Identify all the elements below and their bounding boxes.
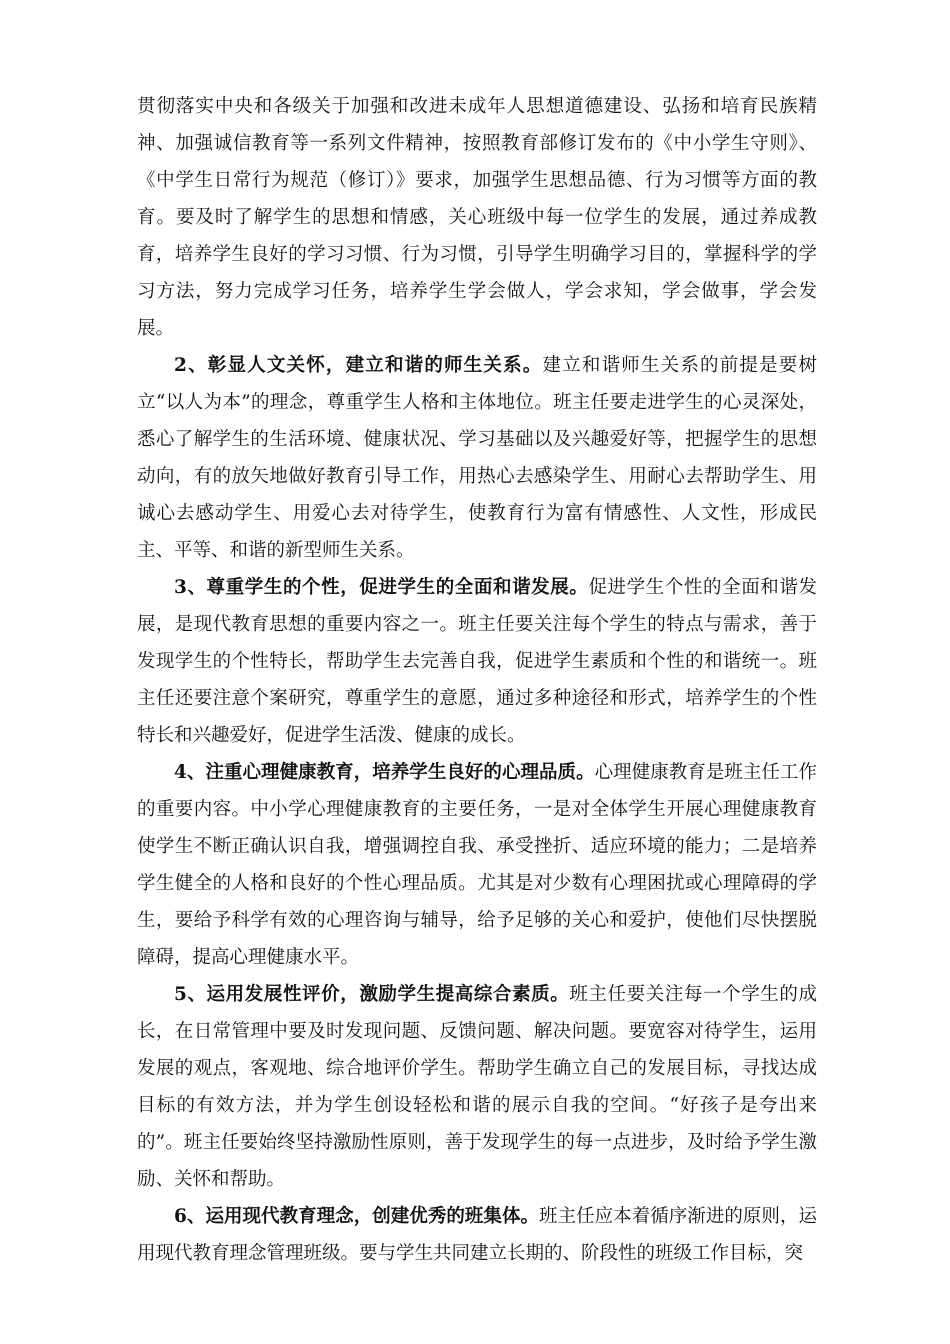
paragraph-4 [137, 754, 817, 976]
document-body [137, 88, 817, 1272]
paragraph-3-heading: 3、尊重学生的个性，促进学生的全面和谐发展。 [174, 577, 589, 598]
paragraph-4-text: 心理健康教育是班主任工作的重要内容。中小学心理健康教育的主要任务，一是对全体学生开展心理健康教育使学生不断正确认识自我，增强调控自我、承受挫折、适应环境的能力；二是培养学生健全的人格和良好的个性心理品质。尤其是对少数有心理困扰或心理障碍的学生，要给予科学有效的心理咨询与辅导，给予足够的关心和爱护，使他们尽快摆脱障碍，提高心理健康水平。 [137, 762, 817, 968]
paragraph-2 [137, 347, 817, 569]
paragraph-3-text: 促进学生个性的全面和谐发展，是现代教育思想的重要内容之一。班主任要关注每个学生的特点与需求，善于发现学生的个性特长，帮助学生去完善自我，促进学生素质和个性的和谐统一。班主任还要注意个案研究，尊重学生的意愿，通过多种途径和形式，培养学生的个性特长和兴趣爱好，促进学生活泼、健康的成长。 [137, 577, 817, 746]
paragraph-3 [137, 569, 817, 754]
paragraph-6-text: 班主任应本着循序渐进的原则，运用现代教育理念管理班级。要与学生共同建立长期的、阶段性的班级工作目标，突 [137, 1206, 817, 1264]
paragraph-6 [137, 1198, 817, 1272]
paragraph-1 [137, 88, 817, 347]
paragraph-2-text: 建立和谐师生关系的前提是要树立“以人为本”的理念，尊重学生人格和主体地位。班主任要走进学生的心灵深处，悉心了解学生的生活环境、健康状况、学习基础以及兴趣爱好等，把握学生的思想动向，有的放矢地做好教育引导工作，用热心去感染学生、用耐心去帮助学生、用诚心去感动学生、用爱心去对待学生，使教育行为富有情感性、人文性，形成民主、平等、和谐的新型师生关系。 [137, 355, 817, 561]
paragraph-5-text: 班主任要关注每一个学生的成长，在日常管理中要及时发现问题、反馈问题、解决问题。要宽容对待学生，运用发展的观点，客观地、综合地评价学生。帮助学生确立自己的发展目标，寻找达成目标的有效方法，并为学生创设轻松和谐的展示自我的空间。“好孩子是夸出来的”。班主任要始终坚持激励性原则，善于发现学生的每一点进步，及时给予学生激励、关怀和帮助。 [137, 984, 817, 1190]
paragraph-5 [137, 976, 817, 1198]
paragraph-1-text: 贯彻落实中央和各级关于加强和改进未成年人思想道德建设、弘扬和培育民族精神、加强诚信教育等一系列文件精神，按照教育部修订发布的《中小学生守则》、《中学生日常行为规范（修订）》要求，加强学生思想品德、行为习惯等方面的教育。要及时了解学生的思想和情感，关心班级中每一位学生的发展，通过养成教育，培养学生良好的学习习惯、行为习惯，引导学生明确学习目的，掌握科学的学习方法，努力完成学习任务，培养学生学会做人，学会求知，学会做事，学会发展。 [137, 96, 817, 339]
paragraph-6-heading: 6、运用现代教育理念，创建优秀的班集体。 [174, 1206, 540, 1227]
paragraph-4-heading: 4、注重心理健康教育，培养学生良好的心理品质。 [174, 762, 595, 783]
paragraph-5-heading: 5、运用发展性评价，激励学生提高综合素质。 [174, 984, 570, 1005]
paragraph-2-heading: 2、彰显人文关怀，建立和谐的师生关系。 [174, 355, 543, 376]
